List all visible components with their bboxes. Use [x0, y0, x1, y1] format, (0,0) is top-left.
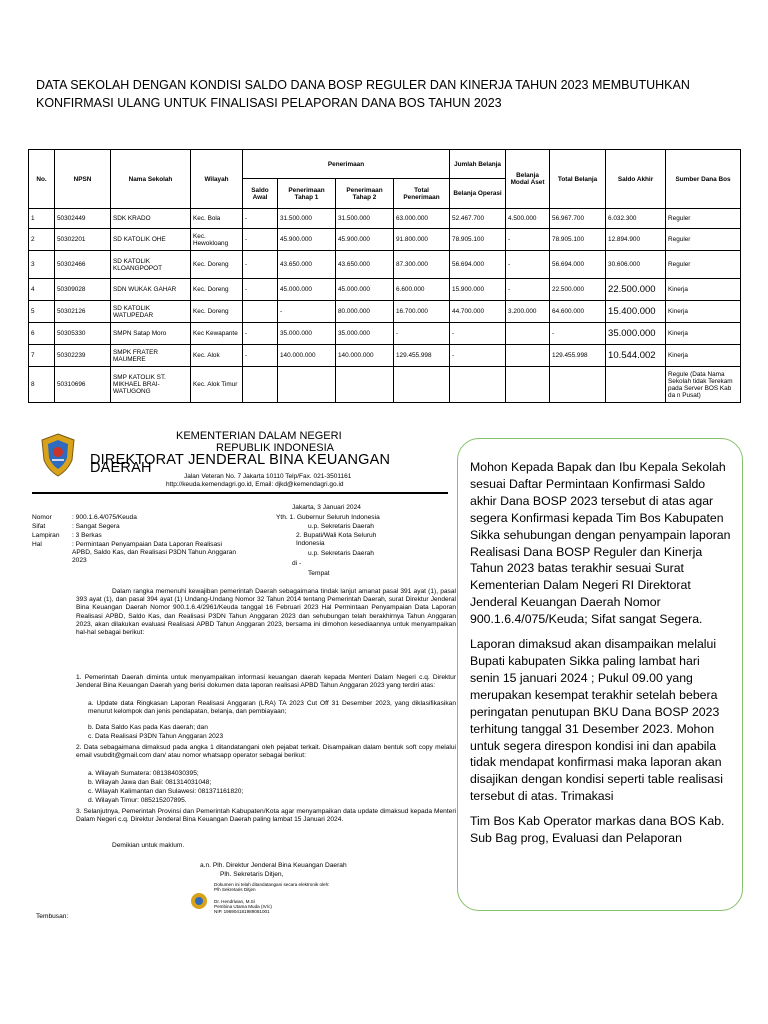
cell-sumber: Reguler	[666, 209, 741, 229]
lampiran-label: Lampiran	[32, 532, 60, 539]
garuda-emblem-icon	[38, 430, 78, 478]
cell-operasi: 56.694.000	[450, 251, 506, 279]
cell-total-belanja: -	[550, 323, 606, 345]
cell-tahap1: 140.000.000	[278, 345, 336, 367]
header-belanja-operasi: Belanja Operasi	[450, 179, 506, 209]
nomor-label: Nomor	[32, 514, 52, 521]
header-jumlah-belanja: Jumlah Belanja	[450, 150, 506, 179]
cell-saldo	[606, 367, 666, 403]
cell-saldo: 6.032.300	[606, 209, 666, 229]
cell-modal	[506, 323, 550, 345]
cell-tahap2: 31.500.000	[336, 209, 394, 229]
cell-operasi: 78.905.100	[450, 229, 506, 251]
cell-wilayah: Kec. Bola	[191, 209, 243, 229]
cell-saldo-awal: -	[243, 229, 278, 251]
letterhead-rule	[32, 492, 448, 494]
recipient-2: 2. Bupati/Wali Kota Seluruh Indonesia	[296, 532, 377, 548]
cell-tahap1: 43.650.000	[278, 251, 336, 279]
cell-no: 2	[29, 229, 55, 251]
cell-wilayah: Kec. Doreng	[191, 279, 243, 301]
cell-saldo: 22.500.000	[606, 279, 666, 301]
cell-no: 6	[29, 323, 55, 345]
table-row	[29, 279, 741, 301]
school-balance-table	[28, 149, 741, 403]
instruction-note-box	[457, 438, 743, 911]
cell-nama: SDN WUKAK GAHAR	[111, 279, 191, 301]
table-row	[29, 345, 741, 367]
letter-paragraph-1: Dalam rangka memenuhi kewajiban pemerintah Daerah sebagaimana tindak lanjut amanat pasal 391 ayat (1), pasal 393 ayat (1), dan pasal 394 ayat (1) Undang-Undang Nomor 32 Tahun 2014 tentang Pemerintah Daerah, surat Direktur Jenderal Bina Keuangan Daerah Nomor 900.1.6.4/2961/Keuda tanggal 16 Februari 2023 Hal Permintaan Penyampaian Data Laporan Realisasi APBD, Saldo Kas, dan Realisasi P3DN Tahun Anggaran 2023 dan sehubungan telah berakhirnya Tahun Anggaran 2023, akan dilakukan evaluasi Realisasi APBD Tahun Anggaran 2023, bersama ini dimohon kesediaannya untuk menyampaikan hal-hal sebagai berikut:	[76, 588, 456, 637]
cell-wilayah: Kec. Hewokloang	[191, 229, 243, 251]
cell-saldo: 35.000.000	[606, 323, 666, 345]
page-title: DATA SEKOLAH DENGAN KONDISI SALDO DANA BOSP REGULER DAN KINERJA TAHUN 2023 MEMBUTUHKAN KONFIRMASI ULANG UNTUK FINALISASI PELAPORAN DANA BOS TAHUN 2023	[36, 78, 690, 110]
signer-name: Dr. Hendriwan, M.Si	[214, 899, 255, 904]
cell-sumber: Kinerja	[666, 345, 741, 367]
cell-tahap2: 80.000.000	[336, 301, 394, 323]
cell-total: 91.800.000	[394, 229, 450, 251]
cell-tahap1	[278, 367, 336, 403]
cell-modal: -	[506, 279, 550, 301]
cell-modal: -	[506, 251, 550, 279]
cell-nama: SMPN Satap Moro	[111, 323, 191, 345]
cell-tahap1: 31.500.000	[278, 209, 336, 229]
table-row	[29, 367, 741, 403]
cell-npsn: 50302201	[55, 229, 111, 251]
header-belanja-modal: Belanja Modal Aset	[506, 150, 550, 209]
cell-modal: 4.500.000	[506, 209, 550, 229]
cell-operasi: 15.900.000	[450, 279, 506, 301]
header-sumber-dana: Sumber Dana Bos	[666, 150, 741, 209]
cell-operasi: 44.700.000	[450, 301, 506, 323]
cell-nama: SD KATOLIK WATUPEDAR	[111, 301, 191, 323]
cell-total: 87.300.000	[394, 251, 450, 279]
letter-item-1: 1. Pemerintah Daerah diminta untuk menyampaikan informasi keuangan daerah kepada Menteri Dalam Negeri c.q. Direktur Jenderal Bina Keuangan Daerah yang berisi dokumen data laporan realisasi APBD Tahun Anggaran 2023 yang terdiri atas:	[76, 674, 456, 690]
cell-sumber: Kinerja	[666, 279, 741, 301]
letter-item-2b: b. Wilayah Jawa dan Bali: 081314031048;	[88, 779, 212, 786]
tembusan-label: Tembusan:	[36, 913, 69, 920]
cell-wilayah: Kec. Doreng	[191, 301, 243, 323]
cell-total: 63.000.000	[394, 209, 450, 229]
cell-npsn: 50302126	[55, 301, 111, 323]
cell-npsn: 50309028	[55, 279, 111, 301]
signer-nip: NIP. 196904181989081001	[214, 909, 270, 914]
cell-nama: SMP KATOLIK ST. MIKHAEL BRAI-WATUGONG	[111, 367, 191, 403]
header-penerimaan: Penerimaan	[243, 150, 450, 179]
cell-no: 8	[29, 367, 55, 403]
esign-seal-icon	[190, 892, 208, 910]
cell-tahap2	[336, 367, 394, 403]
recipient-1-up: u.p. Sekretaris Daerah	[308, 523, 374, 530]
cell-wilayah: Kec. Doreng	[191, 251, 243, 279]
kop-website: http://keuda.kemendagri.go.id, Email: djkd@kemendagri.go.id	[166, 481, 344, 488]
cell-saldo-awal: -	[243, 209, 278, 229]
cell-saldo-awal: -	[243, 279, 278, 301]
cell-no: 5	[29, 301, 55, 323]
kop-republic: REPUBLIK INDONESIA	[216, 442, 334, 454]
letter-item-2d: d. Wilayah Timur: 085215207895.	[88, 797, 187, 804]
letter-item-2c: c. Wilayah Kalimantan dan Sulawesi: 081371161820;	[88, 788, 244, 795]
cell-saldo: 30.606.000	[606, 251, 666, 279]
cell-total: -	[394, 323, 450, 345]
esign-note: Dokumen ini telah ditandatangani secara elektronik oleh:	[214, 882, 330, 887]
cell-saldo: 12.894.900	[606, 229, 666, 251]
cell-tahap2: 45.900.000	[336, 229, 394, 251]
table-row	[29, 301, 741, 323]
table-row	[29, 209, 741, 229]
cell-total-belanja: 129.455.998	[550, 345, 606, 367]
cell-total-belanja: 56.694.000	[550, 251, 606, 279]
letter-item-3: 3. Selanjutnya, Pemerintah Provinsi dan Pemerintah Kabupaten/Kota agar menyampaikan data update dimaksud kepada Menteri Dalam Negeri c.q. Direktur Jenderal Bina Keuangan Daerah paling lambat 15 Januari 2024.	[76, 808, 456, 824]
nomor-value: : 900.1.6.4/075/Keuda	[72, 514, 137, 521]
cell-sumber: Reguler	[666, 229, 741, 251]
cell-total	[394, 367, 450, 403]
cell-tahap2: 140.000.000	[336, 345, 394, 367]
cell-tahap2: 35.000.000	[336, 323, 394, 345]
esign-role: Plh Sekretaris Ditjen	[214, 887, 256, 892]
hal-label: Hal	[32, 541, 42, 548]
cell-no: 4	[29, 279, 55, 301]
kop-directorate: DIREKTORAT JENDERAL BINA KEUANGAN DAERAH	[90, 452, 391, 477]
lampiran-value: : 3 Berkas	[72, 532, 102, 539]
cell-total: 16.700.000	[394, 301, 450, 323]
kop-ministry: KEMENTERIAN DALAM NEGERI	[176, 430, 342, 442]
cell-total: 6.600.000	[394, 279, 450, 301]
letter-item-2: 2. Data sebagaimana dimaksud pada angka 1 ditandatangani oleh pejabat terkait. Disampaikan dalam bentuk soft copy melalui email vsubdit@gmail.com dan/ atau nomor whatsapp operator sebagai berikut:	[76, 744, 456, 760]
cell-modal: 3.200.000	[506, 301, 550, 323]
table-row	[29, 229, 741, 251]
table-row	[29, 323, 741, 345]
cell-total-belanja: 78.905.100	[550, 229, 606, 251]
note-paragraph-2: Laporan dimaksud akan disampaikan melalui Bupati kabupaten Sikka paling lambat hari senin 15 januari 2024 ; Pukul 09.00 yang merupakan kesempat terakhir setelah bebera peringatan penutupan BKU Dana BOSP 2023 terhitung tanggal 31 Desember 2023. Mohon untuk segera direspon kondisi ini dan apabila tidak mendapat konfirmasi maka laporan akan disajikan dengan kondisi seperti table realisasi tersebut di atas. Trimakasi	[470, 637, 723, 804]
cell-operasi: -	[450, 345, 506, 367]
cell-sumber: Regule (Data Nama Sekolah tidak Terekam pada Server BOS Kab da n Pusat)	[666, 367, 741, 403]
recipient-di: di -	[292, 560, 302, 567]
letter-date: Jakarta, 3 Januari 2024	[292, 504, 361, 511]
ministry-letter	[26, 428, 454, 928]
cell-tahap1: 35.000.000	[278, 323, 336, 345]
cell-saldo-awal: -	[243, 323, 278, 345]
cell-operasi	[450, 367, 506, 403]
signature-on-behalf: a.n. Plh. Direktur Jenderal Bina Keuangan Daerah	[200, 862, 347, 869]
cell-tahap2: 45.000.000	[336, 279, 394, 301]
cell-total-belanja: 56.967.700	[550, 209, 606, 229]
cell-wilayah: Kec. Alok Timur	[191, 367, 243, 403]
cell-npsn: 50302449	[55, 209, 111, 229]
cell-nama: SD KATOLIK OHE	[111, 229, 191, 251]
header-tahap-1: Penerimaan Tahap 1	[278, 179, 336, 209]
header-no: No.	[29, 150, 55, 209]
cell-modal	[506, 367, 550, 403]
letterhead	[26, 428, 454, 500]
cell-saldo: 15.400.000	[606, 301, 666, 323]
cell-saldo-awal	[243, 367, 278, 403]
sifat-label: Sifat	[32, 523, 46, 530]
cell-npsn: 50302466	[55, 251, 111, 279]
letter-item-1c: c. Data Realisasi P3DN Tahun Anggaran 2023	[88, 733, 224, 740]
cell-nama: SMPK FRATER MAUMERE	[111, 345, 191, 367]
cell-tahap2: 43.650.000	[336, 251, 394, 279]
cell-npsn: 50305330	[55, 323, 111, 345]
cell-no: 1	[29, 209, 55, 229]
cell-no: 3	[29, 251, 55, 279]
cell-saldo-awal	[243, 301, 278, 323]
cell-sumber: Kinerja	[666, 323, 741, 345]
cell-wilayah: Kec Kewapante	[191, 323, 243, 345]
letter-item-2a: a. Wilayah Sumatera: 081384030395;	[88, 770, 199, 777]
header-saldo-awal: Saldo Awal	[243, 179, 278, 209]
cell-saldo: 10.544.002	[606, 345, 666, 367]
table-row	[29, 251, 741, 279]
cell-no: 7	[29, 345, 55, 367]
cell-nama: SD KATOLIK KLOANGPOPOT	[111, 251, 191, 279]
cell-modal	[506, 345, 550, 367]
letter-item-1a: a. Update data Ringkasan Laporan Realisasi Anggaran (LRA) TA 2023 Cut Off 31 Desember 2023, yang diklasifikasikan menurut kelompok dan jenis pendapatan, belanja, dan pembiayaan;	[88, 700, 456, 716]
letter-closing: Demikian untuk maklum.	[112, 842, 185, 849]
note-signature: Tim Bos Kab Operator markas dana BOS Kab. Sub Bag prog, Evaluasi dan Pelaporan	[470, 814, 725, 846]
cell-tahap1: 45.000.000	[278, 279, 336, 301]
note-paragraph-1: Mohon Kepada Bapak dan Ibu Kepala Sekolah sesuai Daftar Permintaan Konfirmasi Saldo akhir Dana BOSP 2023 tersebut di atas agar segera Konfirmasi kepada Tim Bos Kabupaten Sikka sehubungan dengan penyampain laporan Realisasi Dana BOSP Reguler dan Kinerja Tahun 2023 batas terakhir sesuai Surat Kementerian Dalam Negeri RI Direktorat Jenderal Keuangan Daerah Nomor 900.1.6.4/075/Keuda; Sifat sangat Segera.	[470, 460, 731, 627]
kop-address: Jalan Veteran No. 7 Jakarta 10110 Telp/Fax. 021-3501161	[184, 473, 352, 480]
header-nama-sekolah: Nama Sekolah	[111, 150, 191, 209]
cell-saldo-awal: -	[243, 345, 278, 367]
letter-item-1b: b. Data Saldo Kas pada Kas daerah; dan	[88, 724, 208, 731]
cell-total-belanja: 64.600.000	[550, 301, 606, 323]
signature-title: Plh. Sekretaris Ditjen,	[220, 871, 284, 878]
header-tahap-2: Penerimaan Tahap 2	[336, 179, 394, 209]
cell-total: 129.455.998	[394, 345, 450, 367]
header-wilayah: Wilayah	[191, 150, 243, 209]
cell-tahap1: -	[278, 301, 336, 323]
cell-total-belanja: 22.500.000	[550, 279, 606, 301]
cell-tahap1: 45.900.000	[278, 229, 336, 251]
header-npsn: NPSN	[55, 150, 111, 209]
header-total-penerimaan: Total Penerimaan	[394, 179, 450, 209]
cell-nama: SDK KRADO	[111, 209, 191, 229]
recipient-2-up: u.p. Sekretaris Daerah	[308, 550, 374, 557]
cell-total-belanja	[550, 367, 606, 403]
hal-value: : Permintaan Penyampaian Data Laporan Realisasi APBD, Saldo Kas, dan Realisasi P3DN Tahun Anggaran 2023	[72, 541, 237, 565]
cell-saldo-awal: -	[243, 251, 278, 279]
cell-npsn: 50302239	[55, 345, 111, 367]
cell-sumber: Kinerja	[666, 301, 741, 323]
signer-rank: Pembina Utama Muda (IV/c)	[214, 904, 272, 909]
cell-npsn: 50310696	[55, 367, 111, 403]
cell-wilayah: Kec. Alok	[191, 345, 243, 367]
sifat-value: : Sangat Segera	[72, 523, 120, 530]
header-total-belanja: Total Belanja	[550, 150, 606, 209]
cell-sumber: Reguler	[666, 251, 741, 279]
cell-operasi: -	[450, 323, 506, 345]
cell-modal: -	[506, 229, 550, 251]
header-saldo-akhir: Saldo Akhir	[606, 150, 666, 209]
recipient-place: Tempat	[308, 570, 330, 577]
recipient-1: Yth. 1. Gubernur Seluruh Indonesia	[276, 514, 380, 521]
cell-operasi: 52.467.700	[450, 209, 506, 229]
